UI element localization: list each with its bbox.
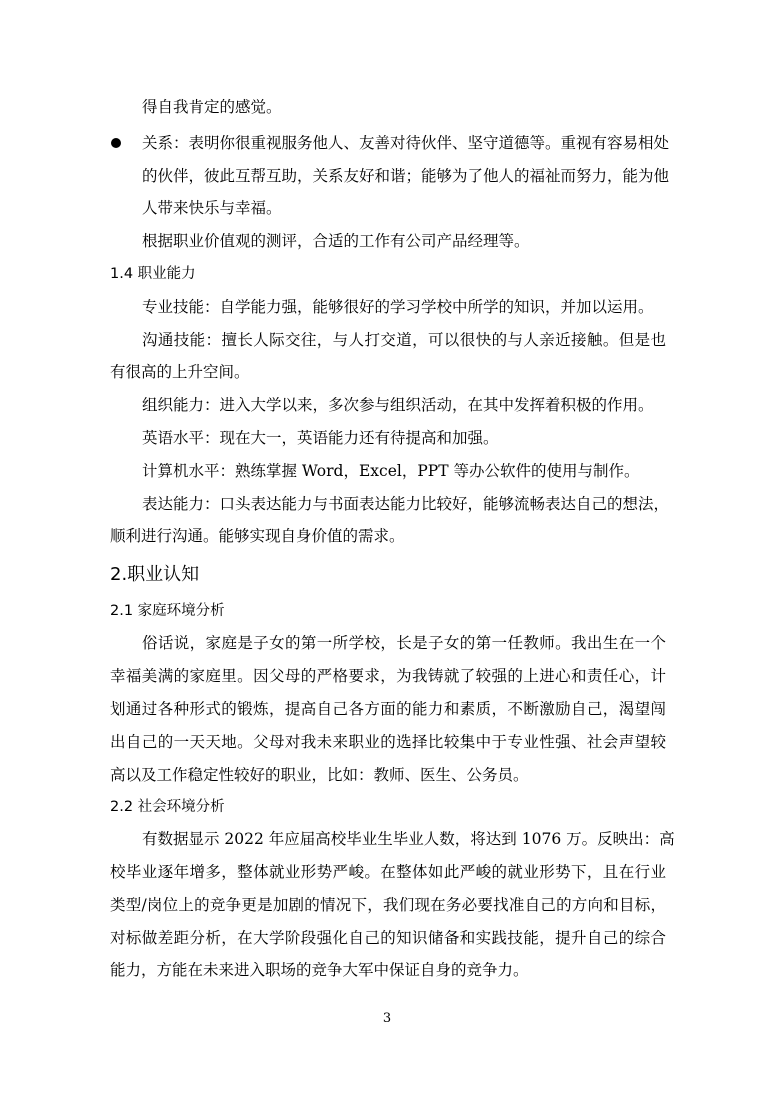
society-line-1: 有数据显示 2022 年应届高校毕业生毕业人数，将达到 1076 万。反映出：高	[142, 830, 675, 848]
skill-computer: 计算机水平：熟练掌握 Word，Excel，PPT 等办公软件的使用与制作。	[142, 462, 640, 480]
value-result: 根据职业价值观的测评，合适的工作有公司产品经理等。	[142, 232, 530, 250]
bullet-relation-line-1: 关系：表明你很重视服务他人、友善对待伙伴、坚守道德等。重视有容易相处	[142, 134, 670, 152]
skill-english: 英语水平：现在大一，英语能力还有待提高和加强。	[142, 429, 499, 447]
heading-2: 2.职业认知	[110, 564, 200, 585]
society-line-5: 能力，方能在未来进入职场的竞争大军中保证自身的竞争力。	[110, 961, 529, 979]
society-line-4: 对标做差距分析，在大学阶段强化自己的知识储备和实践技能，提升自己的综合	[110, 929, 666, 947]
bullet-icon	[111, 138, 121, 148]
family-line-1: 俗话说，家庭是子女的第一所学校，长是子女的第一任教师。我出生在一个	[142, 634, 666, 652]
bullet-relation-line-2: 的伙伴，彼此互帮互助，关系友好和谐；能够为了他人的福祉而努力，能为他	[142, 167, 670, 185]
skill-organization: 组织能力：进入大学以来，多次参与组织活动，在其中发挥着积极的作用。	[142, 396, 654, 414]
heading-1-4: 1.4 职业能力	[110, 266, 196, 282]
skill-communication-line-2: 有很高的上升空间。	[110, 363, 250, 381]
family-line-4: 出自己的一天天地。父母对我未来职业的选择比较集中于专业性强、社会声望较	[110, 733, 666, 751]
page-number: 3	[382, 1011, 392, 1026]
family-line-2: 幸福美满的家庭里。因父母的严格要求，为我铸就了较强的上进心和责任心，计	[110, 667, 666, 685]
continuation-line: 得自我肯定的感觉。	[142, 98, 282, 116]
family-line-5: 高以及工作稳定性较好的职业，比如：教师、医生、公务员。	[110, 766, 529, 784]
heading-2-2: 2.2 社会环境分析	[110, 799, 225, 815]
skill-expression-line-2: 顺利进行沟通。能够实现自身价值的需求。	[110, 527, 405, 545]
society-line-2: 校毕业逐年增多，整体就业形势严峻。在整体如此严峻的就业形势下，且在行业	[110, 863, 666, 881]
heading-2-1: 2.1 家庭环境分析	[110, 603, 225, 619]
bullet-relation-line-3: 人带来快乐与幸福。	[142, 199, 282, 217]
skill-communication-line-1: 沟通技能：擅长人际交往，与人打交道，可以很快的与人亲近接触。但是也	[142, 331, 666, 349]
skill-expression-line-1: 表达能力：口头表达能力与书面表达能力比较好，能够流畅表达自己的想法，	[142, 495, 670, 513]
society-line-3: 类型/岗位上的竞争更是加剧的情况下，我们现在务必要找准自己的方向和目标，	[110, 896, 666, 914]
skill-professional: 专业技能：自学能力强，能够很好的学习学校中所学的知识，并加以运用。	[142, 298, 654, 316]
family-line-3: 划通过各种形式的锻炼，提高自己各方面的能力和素质，不断激励自己，渴望闯	[110, 700, 666, 718]
